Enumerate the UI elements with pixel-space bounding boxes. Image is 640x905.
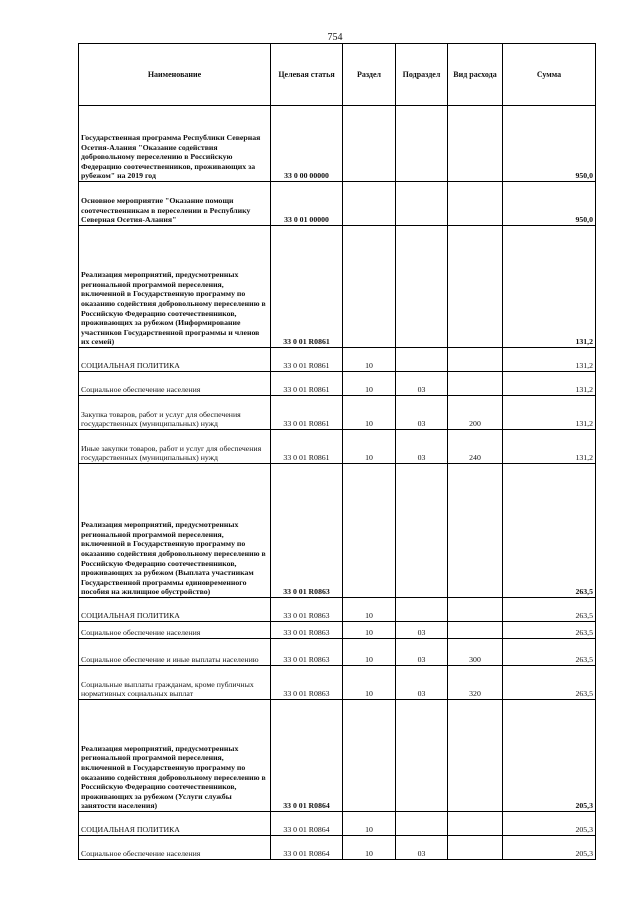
row-name: СОЦИАЛЬНАЯ ПОЛИТИКА — [79, 812, 271, 836]
table-row — [79, 348, 596, 372]
row-expense-type: 200 — [448, 396, 503, 430]
row-target-article: 33 0 01 R0861 — [271, 372, 343, 396]
row-subsection: 03 — [396, 836, 448, 860]
row-expense-type: 240 — [448, 430, 503, 464]
header-sum: Сумма — [503, 44, 596, 106]
row-section: 10 — [343, 812, 396, 836]
row-subsection: 03 — [396, 639, 448, 666]
header-target-article: Целевая статья — [271, 44, 343, 106]
row-subsection — [396, 700, 448, 812]
row-subsection: 03 — [396, 622, 448, 639]
row-sum: 131,2 — [503, 372, 596, 396]
row-target-article: 33 0 01 R0863 — [271, 622, 343, 639]
row-sum: 205,3 — [503, 700, 596, 812]
row-expense-type — [448, 812, 503, 836]
row-section: 10 — [343, 622, 396, 639]
row-sum: 205,3 — [503, 836, 596, 860]
row-sum: 263,5 — [503, 639, 596, 666]
row-target-article: 33 0 01 R0863 — [271, 464, 343, 598]
row-target-article: 33 0 01 R0864 — [271, 700, 343, 812]
row-expense-type — [448, 182, 503, 226]
row-section: 10 — [343, 396, 396, 430]
row-name: Закупка товаров, работ и услуг для обеспечения государственных (муниципальных) нужд — [79, 396, 271, 430]
table-row — [79, 396, 596, 430]
row-subsection — [396, 464, 448, 598]
table-row — [79, 372, 596, 396]
table-row — [79, 182, 596, 226]
row-name: Основное мероприятие "Оказание помощи соотечественникам в переселении в Республику Северная Осетия-Алания" — [79, 182, 271, 226]
row-sum: 131,2 — [503, 396, 596, 430]
row-subsection: 03 — [396, 396, 448, 430]
row-section: 10 — [343, 598, 396, 622]
page-number: 754 — [327, 32, 343, 43]
row-name: Реализация мероприятий, предусмотренных региональной программой переселения, включенной в Государственную программу по оказанию содействия добровольному переселению в Российскую Федерацию соотечественников, проживающих за рубежом (Выплата участникам Государственной программы единовременного пособия на жилищное обустройство) — [79, 464, 271, 598]
header-section: Раздел — [343, 44, 396, 106]
row-expense-type — [448, 836, 503, 860]
row-target-article: 33 0 01 R0861 — [271, 396, 343, 430]
row-name: Реализация мероприятий, предусмотренных региональной программой переселения, включенной в Государственную программу по оказанию содействия добровольному переселению в Российскую Федерацию соотечественников, проживающих за рубежом (Информирование участников Государственной программы и членов их семей) — [79, 226, 271, 348]
row-name: СОЦИАЛЬНАЯ ПОЛИТИКА — [79, 598, 271, 622]
row-sum: 263,5 — [503, 464, 596, 598]
row-expense-type — [448, 348, 503, 372]
row-sum: 263,5 — [503, 666, 596, 700]
row-expense-type — [448, 464, 503, 598]
row-target-article: 33 0 01 R0861 — [271, 430, 343, 464]
table-row — [79, 106, 596, 182]
table-header-row — [79, 44, 596, 106]
table-row — [79, 226, 596, 348]
row-sum: 131,2 — [503, 430, 596, 464]
row-expense-type — [448, 106, 503, 182]
row-sum: 131,2 — [503, 226, 596, 348]
row-subsection — [396, 812, 448, 836]
row-target-article: 33 0 01 R0863 — [271, 666, 343, 700]
row-expense-type: 300 — [448, 639, 503, 666]
row-section: 10 — [343, 372, 396, 396]
row-name: Социальное обеспечение и иные выплаты населению — [79, 639, 271, 666]
row-name: Социальное обеспечение населения — [79, 836, 271, 860]
row-section — [343, 226, 396, 348]
row-target-article: 33 0 01 00000 — [271, 182, 343, 226]
row-name: Социальное обеспечение населения — [79, 372, 271, 396]
header-name: Наименование — [79, 44, 271, 106]
row-target-article: 33 0 01 R0861 — [271, 226, 343, 348]
row-section — [343, 106, 396, 182]
table-row — [79, 464, 596, 598]
row-subsection: 03 — [396, 666, 448, 700]
row-section: 10 — [343, 836, 396, 860]
row-subsection — [396, 348, 448, 372]
row-subsection — [396, 598, 448, 622]
table-row — [79, 598, 596, 622]
table-row — [79, 639, 596, 666]
row-section: 10 — [343, 666, 396, 700]
row-sum: 263,5 — [503, 598, 596, 622]
row-subsection: 03 — [396, 372, 448, 396]
row-target-article: 33 0 01 R0863 — [271, 598, 343, 622]
table-row — [79, 622, 596, 639]
table-row — [79, 666, 596, 700]
row-expense-type: 320 — [448, 666, 503, 700]
row-name: Социальное обеспечение населения — [79, 622, 271, 639]
table-row — [79, 836, 596, 860]
row-section — [343, 700, 396, 812]
header-expense-type: Вид расхода — [448, 44, 503, 106]
row-target-article: 33 0 01 R0861 — [271, 348, 343, 372]
budget-table — [78, 43, 596, 860]
row-name: СОЦИАЛЬНАЯ ПОЛИТИКА — [79, 348, 271, 372]
row-expense-type — [448, 622, 503, 639]
row-section: 10 — [343, 430, 396, 464]
row-target-article: 33 0 01 R0863 — [271, 639, 343, 666]
table-row — [79, 812, 596, 836]
row-name: Государственная программа Республики Северная Осетия-Алания "Оказание содействия добровольному переселению в Российскую Федерацию соотечественников, проживающих за рубежом" на 2019 год — [79, 106, 271, 182]
row-name: Иные закупки товаров, работ и услуг для обеспечения государственных (муниципальных) нужд — [79, 430, 271, 464]
row-section — [343, 182, 396, 226]
row-sum: 950,0 — [503, 182, 596, 226]
row-expense-type — [448, 598, 503, 622]
row-target-article: 33 0 01 R0864 — [271, 812, 343, 836]
header-subsection: Подраздел — [396, 44, 448, 106]
row-sum: 131,2 — [503, 348, 596, 372]
row-section: 10 — [343, 639, 396, 666]
row-expense-type — [448, 226, 503, 348]
row-expense-type — [448, 700, 503, 812]
table-row — [79, 700, 596, 812]
row-subsection — [396, 106, 448, 182]
row-subsection — [396, 182, 448, 226]
row-expense-type — [448, 372, 503, 396]
row-target-article: 33 0 00 00000 — [271, 106, 343, 182]
row-subsection: 03 — [396, 430, 448, 464]
row-name: Реализация мероприятий, предусмотренных региональной программой переселения, включенной в Государственную программу по оказанию содействия добровольному переселению в Российскую Федерацию соотечественников, проживающих за рубежом (Услуги службы занятости населения) — [79, 700, 271, 812]
row-subsection — [396, 226, 448, 348]
row-section — [343, 464, 396, 598]
row-name: Социальные выплаты гражданам, кроме публичных нормативных социальных выплат — [79, 666, 271, 700]
row-sum: 263,5 — [503, 622, 596, 639]
row-sum: 205,3 — [503, 812, 596, 836]
row-sum: 950,0 — [503, 106, 596, 182]
table-row — [79, 430, 596, 464]
row-target-article: 33 0 01 R0864 — [271, 836, 343, 860]
row-section: 10 — [343, 348, 396, 372]
